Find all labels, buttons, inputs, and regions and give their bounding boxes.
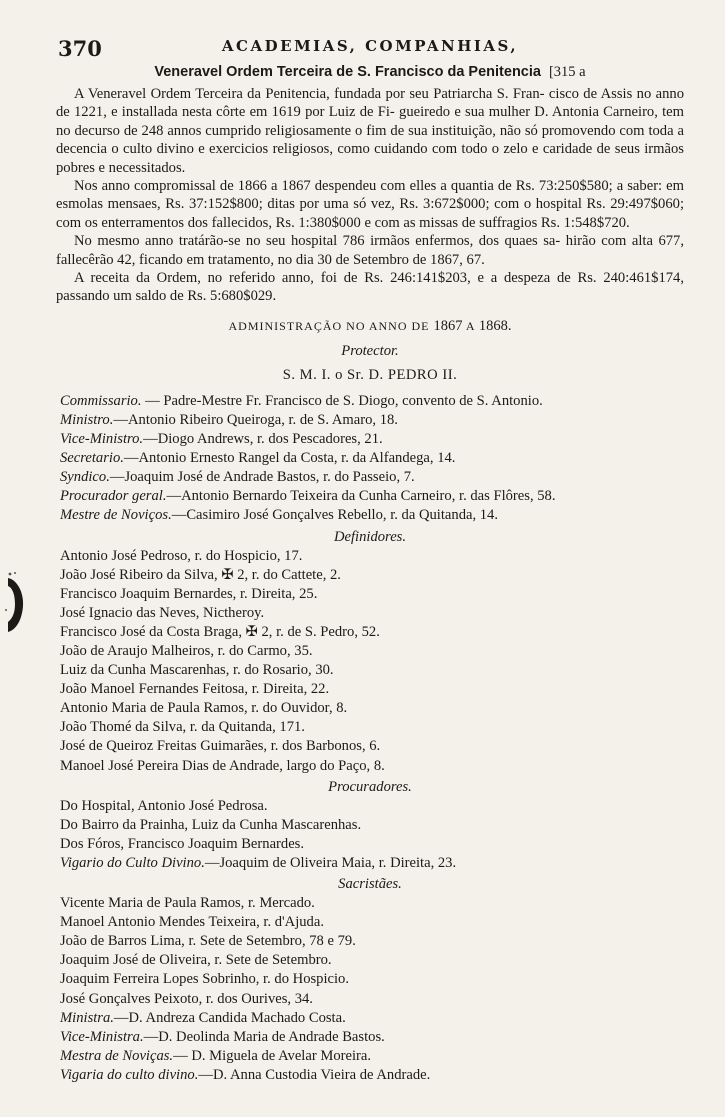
list-item: [60, 1047, 684, 1066]
officer-role: Syndico.: [60, 469, 110, 486]
list-item: [60, 487, 684, 506]
officer-entry: —D. Anna Custodia Vieira de Andrade.: [198, 1066, 431, 1083]
list-item: Joaquim Ferreira Lopes Sobrinho, r. do Hospicio.: [60, 971, 349, 988]
list-item: [60, 411, 684, 430]
officer-role: Ministro.: [60, 411, 114, 428]
title-continuation: [315 a: [548, 64, 586, 80]
document-page: [56, 32, 684, 1085]
para-line: gueiredo e sua mulher D. Antonia Carneiro, tem no decurso de 248 annos cumprido: [56, 104, 684, 139]
list-item: [60, 430, 684, 449]
para-line: A Veneravel Ordem Terceira da Penitencia, fundada por seu Patriarcha S. Fran-: [74, 86, 545, 102]
officer-entry: —D. Deolinda Maria de Andrade Bastos.: [143, 1028, 385, 1045]
officer-role: Vice-Ministro.: [60, 431, 144, 448]
margin-ink-mark: [4, 570, 26, 636]
para-line: Rs. 240:461$174, passando um saldo de Rs. 5:680$029.: [56, 270, 685, 305]
page-number: 370: [58, 36, 102, 61]
officer-entry: —Casimiro José Gonçalves Rebello, r. da Quitanda, 14.: [171, 507, 499, 524]
list-item: [60, 1028, 684, 1047]
officer-entry: —Antonio Ernesto Rangel da Costa, r. da Alfandega, 14.: [123, 450, 456, 467]
para-line: religiosamente o fim de sua instituição, não só promovendo com toda a decencia o: [56, 122, 684, 158]
list-item: [60, 449, 684, 468]
list-item: Luiz da Cunha Mascarenhas, r. do Rosario, 30.: [60, 662, 334, 679]
list-item: Antonio Maria de Paula Ramos, r. do Ouvidor, 8.: [60, 700, 348, 717]
officer-entry: —D. Andreza Candida Machado Costa.: [113, 1009, 346, 1026]
para-line: 73:250$580; a saber: em esmolas mensaes, Rs. 37:152$800; ditas por uma só vez,: [56, 178, 684, 213]
list-item: [60, 392, 684, 411]
list-item: João Thomé da Silva, r. da Quitanda, 171.: [60, 719, 305, 736]
list-item: [60, 1009, 684, 1028]
admin-year-to: 1868.: [478, 317, 512, 334]
definidores-list: [56, 547, 684, 776]
list-item: José Ignacio das Neves, Nictheroy.: [60, 604, 265, 621]
officer-entry: —Antonio Bernardo Teixeira da Cunha Carneiro, r. das Flôres, 58.: [166, 488, 556, 505]
para-line: No mesmo anno tratárão-se no seu hospital 786 irmãos enfermos, dos quaes sa-: [74, 233, 561, 250]
para-line: Nos anno compromissal de 1866 a 1867 despendeu com elles a quantia de Rs.: [74, 178, 535, 195]
officer-entry: — D. Miguela de Avelar Moreira.: [173, 1047, 371, 1064]
para-line: cisco de Assis no anno de 1221, e installada nesta côrte em 1619 por Luiz de Fi-: [56, 86, 684, 121]
intro-paragraphs: [56, 85, 684, 306]
list-item: José de Queiroz Freitas Guimarães, r. dos Barbonos, 6.: [60, 738, 381, 755]
protector-heading: Protector.: [341, 342, 399, 359]
sacristaes-list: [56, 894, 684, 1009]
list-item: João de Araujo Malheiros, r. do Carmo, 35.: [60, 643, 313, 659]
list-item: Dos Fóros, Francisco Joaquim Bernardes.: [60, 835, 305, 852]
list-item: Francisco Joaquim Bernardes, r. Direita, 25.: [60, 585, 318, 602]
officer-role: Vice-Ministra.: [60, 1028, 144, 1045]
officer-role: Vigario do Culto Divino.: [60, 854, 205, 871]
para-line: de 1867, 67.: [412, 251, 485, 268]
sacristaes-heading: Sacristães.: [338, 876, 402, 893]
list-item: [60, 854, 684, 873]
list-item: Do Hospital, Antonio José Pedrosa.: [60, 797, 268, 814]
list-item: [60, 506, 684, 525]
page-header: [56, 32, 684, 62]
paragraph: [56, 85, 684, 177]
para-line: A receita da Ordem, no referido anno, foi de Rs. 246:141$203, e a despeza de: [74, 270, 571, 287]
list-item: Do Bairro da Prainha, Luiz da Cunha Mascarenhas.: [60, 816, 362, 833]
para-line: Rs. 1:380$000 e com as missas de suffragios Rs. 1:548$720.: [275, 214, 630, 231]
list-item: Manoel Antonio Mendes Teixeira, r. d'Ajuda.: [60, 914, 324, 931]
procuradores-list: [56, 797, 684, 873]
admin-year-from: 1867: [433, 317, 463, 334]
para-line: hirão com alta 677, fallecêrão 42, ficando em tratamento, no dia 30 de Setembro: [56, 233, 684, 268]
administration-heading: [56, 318, 684, 335]
paragraph: [56, 269, 684, 306]
running-title: ACADEMIAS, COMPANHIAS,: [221, 37, 519, 55]
officer-entry: —Joaquim José de Andrade Bastos, r. do Passeio, 7.: [109, 469, 415, 486]
officer-role: Ministra.: [60, 1009, 114, 1026]
list-item: [60, 1066, 684, 1085]
para-line: culto divino e exercicios religiosos, como cuidando com todo o zelo e caridade de: [123, 141, 611, 158]
admin-connector: A: [465, 318, 475, 333]
officer-entry: —Joaquim de Oliveira Maia, r. Direita, 23.: [204, 854, 457, 871]
list-item: João de Barros Lima, r. Sete de Setembro, 78 e 79.: [60, 933, 356, 950]
officers-list: [56, 392, 684, 526]
list-item: Manoel José Pereira Dias de Andrade, largo do Paço, 8.: [60, 757, 385, 774]
admin-label: ADMINISTRAÇÃO NO ANNO DE: [228, 318, 430, 333]
women-officers-list: [56, 1009, 684, 1085]
officer-role: Mestre de Noviços.: [60, 507, 172, 524]
officer-entry: —Antonio Ribeiro Queiroga, r. de S. Amaro, 18.: [113, 411, 398, 428]
list-item: Antonio José Pedroso, r. do Hospicio, 17.: [60, 547, 303, 564]
officer-role: Procurador geral.: [60, 488, 167, 505]
list-item: João José Ribeiro da Silva, ✠ 2, r. do Cattete, 2.: [60, 566, 341, 583]
officer-entry: —Diogo Andrews, r. dos Pescadores, 21.: [143, 431, 383, 448]
officer-role: Secretario.: [60, 450, 124, 467]
list-item: João Manoel Fernandes Feitosa, r. Direita, 22.: [60, 681, 330, 698]
paragraph: [56, 177, 684, 232]
list-item: [60, 468, 684, 487]
title-text: Veneravel Ordem Terceira de S. Francisco da Penitencia: [154, 64, 541, 80]
list-item: José Gonçalves Peixoto, r. dos Ourives, 34.: [60, 990, 313, 1007]
para-line: Rs. 3:672$000; com o hospital Rs. 29:497$060; com os enterramentos dos fallecidos,: [56, 196, 684, 231]
officer-entry: — Padre-Mestre Fr. Francisco de S. Diogo, convento de S. Antonio.: [141, 392, 543, 409]
protector-name: S. M. I. o Sr. D. PEDRO II.: [282, 366, 458, 383]
officer-role: Commissario.: [60, 392, 142, 409]
procuradores-heading: Procuradores.: [328, 778, 412, 795]
paragraph: [56, 232, 684, 269]
list-item: Vicente Maria de Paula Ramos, r. Mercado.: [60, 895, 315, 912]
list-item: Francisco José da Costa Braga, ✠ 2, r. de S. Pedro, 52.: [60, 623, 380, 640]
list-item: Joaquim José de Oliveira, r. Sete de Setembro.: [60, 952, 332, 969]
officer-role: Vigaria do culto divino.: [60, 1066, 199, 1083]
officer-role: Mestra de Noviças.: [60, 1047, 174, 1064]
section-title: [56, 64, 684, 81]
definidores-heading: Definidores.: [333, 528, 406, 545]
para-line: seus irmãos pobres e necessitados.: [56, 141, 684, 176]
